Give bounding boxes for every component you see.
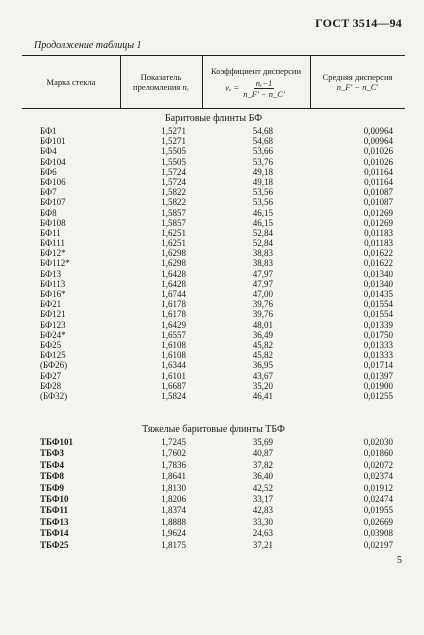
mean-dispersion-cell: 0,01554 xyxy=(363,299,393,310)
glass-grade-cell: БФ13 xyxy=(40,268,62,279)
table-row xyxy=(22,494,405,505)
mean-dispersion-cell: 0,02030 xyxy=(363,437,393,447)
glass-grade-cell: БФ112* xyxy=(40,258,70,269)
glass-grade-cell: ТБФ8 xyxy=(40,471,65,482)
refractive-index-cell: 1,5857 xyxy=(161,207,186,218)
refractive-index-cell: 1,8641 xyxy=(161,471,186,482)
table-row xyxy=(22,448,405,459)
refractive-index-cell: 1,5724 xyxy=(161,176,186,187)
mean-dispersion-cell: 0,00964 xyxy=(363,136,393,147)
mean-dispersion-cell: 0,02072 xyxy=(363,459,393,470)
abbe-number-cell: 33,30 xyxy=(252,516,273,527)
abbe-number-cell: 24,63 xyxy=(252,528,273,539)
header-vd-denominator: n_F′ − n_C′ xyxy=(243,88,285,99)
glass-grade-cell: БФ108 xyxy=(40,217,66,228)
mean-dispersion-cell: 0,02669 xyxy=(363,516,393,527)
mean-dispersion-cell: 0,01333 xyxy=(363,350,393,361)
mean-dispersion-cell: 0,01622 xyxy=(363,258,393,269)
mean-dispersion-cell: 0,01026 xyxy=(363,156,393,167)
standard-number: ГОСТ 3514—94 xyxy=(315,16,402,30)
header-col-mean-dispersion xyxy=(310,56,405,108)
glass-grade-cell: БФ28 xyxy=(40,380,62,391)
refractive-index-cell: 1,7836 xyxy=(161,459,186,470)
refractive-index-cell: 1,7245 xyxy=(161,437,186,447)
refractive-index-cell: 1,6744 xyxy=(161,289,186,299)
glass-grade-cell: БФ113 xyxy=(40,278,66,289)
refractive-index-cell: 1,6429 xyxy=(161,319,186,330)
refractive-index-cell: 1,8888 xyxy=(161,516,186,527)
abbe-number-cell: 54,68 xyxy=(252,136,273,147)
mean-dispersion-cell: 0,01900 xyxy=(363,380,393,391)
table-row xyxy=(22,381,405,391)
table-row xyxy=(22,228,405,238)
mean-dispersion-cell: 0,01622 xyxy=(363,248,393,259)
glass-grade-cell: ТБФ14 xyxy=(40,528,69,539)
refractive-index-cell: 1,8130 xyxy=(161,482,186,493)
mean-dispersion-cell: 0,01183 xyxy=(364,227,393,238)
table-row xyxy=(22,540,405,551)
table-row xyxy=(22,320,405,330)
abbe-number-cell: 47,00 xyxy=(252,289,273,299)
mean-dispersion-cell: 0,01860 xyxy=(363,448,393,459)
table-row xyxy=(22,371,405,381)
mean-dispersion-cell: 0,01397 xyxy=(363,370,393,381)
header-nd-line2: преломления xyxy=(133,82,181,92)
glass-grade-cell: ТБФ10 xyxy=(40,493,69,504)
abbe-number-cell: 46,15 xyxy=(252,207,273,218)
glass-grade-cell: (БФ26) xyxy=(40,360,68,371)
table-row xyxy=(22,167,405,177)
table-row xyxy=(22,437,405,448)
refractive-index-cell: 1,5271 xyxy=(161,136,186,147)
header-col-abbe-number xyxy=(202,56,310,108)
abbe-number-cell: 40,87 xyxy=(252,448,273,459)
table-row xyxy=(22,136,405,146)
abbe-number-cell: 45,82 xyxy=(252,339,273,350)
abbe-number-cell: 49,18 xyxy=(252,166,273,177)
glass-grade-cell: БФ16* xyxy=(40,289,66,299)
abbe-number-cell: 52,84 xyxy=(252,227,273,238)
refractive-index-cell: 1,6108 xyxy=(161,339,186,350)
refractive-index-cell: 1,5857 xyxy=(161,217,186,228)
mean-dispersion-cell: 0,00964 xyxy=(363,126,393,136)
mean-dispersion-cell: 0,01912 xyxy=(363,482,393,493)
abbe-number-cell: 42,52 xyxy=(252,482,273,493)
mean-dispersion-cell: 0,01339 xyxy=(363,319,393,330)
glass-grade-cell: БФ106 xyxy=(40,176,66,187)
table-row xyxy=(22,238,405,248)
mean-dispersion-cell: 0,03908 xyxy=(363,528,393,539)
table-row xyxy=(22,248,405,258)
refractive-index-cell: 1,6251 xyxy=(161,238,186,249)
abbe-number-cell: 49,18 xyxy=(252,176,273,187)
refractive-index-cell: 1,5822 xyxy=(161,197,186,208)
table-row xyxy=(22,391,405,401)
refractive-index-cell: 1,6178 xyxy=(161,299,186,310)
glass-grade-cell: БФ6 xyxy=(40,166,57,177)
abbe-number-cell: 47,97 xyxy=(252,268,273,279)
table-row xyxy=(22,146,405,156)
mean-dispersion-cell: 0,01750 xyxy=(363,329,393,340)
page-number: 5 xyxy=(397,555,402,566)
refractive-index-cell: 1,5505 xyxy=(161,146,186,157)
mean-dispersion-cell: 0,01164 xyxy=(364,166,393,177)
abbe-number-cell: 36,49 xyxy=(252,329,273,340)
abbe-number-cell: 36,40 xyxy=(252,471,273,482)
header-vd-numerator: nₑ−1 xyxy=(255,77,273,88)
table-row xyxy=(22,517,405,528)
glass-grade-cell: БФ125 xyxy=(40,350,66,361)
table-row xyxy=(22,258,405,268)
table-continuation-caption: Продолжение таблицы 1 xyxy=(34,40,142,51)
refractive-index-cell: 1,6687 xyxy=(161,380,186,391)
glass-grade-cell: БФ4 xyxy=(40,146,57,157)
abbe-number-cell: 53,56 xyxy=(252,187,273,198)
abbe-number-cell: 48,01 xyxy=(252,319,273,330)
section-title-tbf: Тяжелые баритовые флинты ТБФ xyxy=(142,424,285,435)
refractive-index-cell: 1,6428 xyxy=(161,278,186,289)
refractive-index-cell: 1,5505 xyxy=(161,156,186,167)
glass-grade-cell: БФ12* xyxy=(40,248,66,259)
abbe-number-cell: 53,66 xyxy=(252,146,273,157)
table-row xyxy=(22,279,405,289)
table-row xyxy=(22,299,405,309)
refractive-index-cell: 1,5824 xyxy=(161,390,186,401)
abbe-number-cell: 46,41 xyxy=(252,390,273,401)
header-md-line1: Средняя дисперсия xyxy=(322,72,393,82)
glass-grade-cell: БФ123 xyxy=(40,319,66,330)
glass-grade-cell: БФ104 xyxy=(40,156,66,167)
abbe-number-cell: 52,84 xyxy=(252,238,273,249)
mean-dispersion-cell: 0,01269 xyxy=(363,217,393,228)
refractive-index-cell: 1,6428 xyxy=(161,268,186,279)
glass-grade-cell: ТБФ25 xyxy=(40,539,69,550)
refractive-index-cell: 1,5271 xyxy=(161,126,186,136)
mean-dispersion-cell: 0,02374 xyxy=(363,471,393,482)
refractive-index-cell: 1,5822 xyxy=(161,187,186,198)
refractive-index-cell: 1,6298 xyxy=(161,248,186,259)
mean-dispersion-cell: 0,01087 xyxy=(363,197,393,208)
header-col-name xyxy=(22,56,120,108)
mean-dispersion-cell: 0,02474 xyxy=(363,493,393,504)
refractive-index-cell: 1,6178 xyxy=(161,309,186,320)
glass-grade-cell: БФ121 xyxy=(40,309,66,320)
mean-dispersion-cell: 0,01340 xyxy=(363,268,393,279)
section-rows-bf xyxy=(22,126,405,401)
table-row xyxy=(22,483,405,494)
refractive-index-cell: 1,6108 xyxy=(161,350,186,361)
glass-grade-cell: БФ8 xyxy=(40,207,57,218)
glass-grade-cell: ТБФ9 xyxy=(40,482,65,493)
table-row xyxy=(22,309,405,319)
table-row xyxy=(22,505,405,516)
table-row xyxy=(22,289,405,299)
abbe-number-cell: 42,83 xyxy=(252,505,273,516)
mean-dispersion-cell: 0,01026 xyxy=(363,146,393,157)
abbe-number-cell: 39,76 xyxy=(252,309,273,320)
refractive-index-cell: 1,6557 xyxy=(161,329,186,340)
glass-grade-cell: БФ21 xyxy=(40,299,62,310)
header-col-refractive-index xyxy=(120,56,202,108)
table-row xyxy=(22,471,405,482)
refractive-index-cell: 1,6344 xyxy=(161,360,186,371)
glass-grade-cell: ТБФ4 xyxy=(40,459,65,470)
glass-grade-cell: ТБФ13 xyxy=(40,516,69,527)
mean-dispersion-cell: 0,01183 xyxy=(364,238,393,249)
abbe-number-cell: 38,83 xyxy=(252,248,273,259)
table-row xyxy=(22,208,405,218)
abbe-number-cell: 45,82 xyxy=(252,350,273,361)
refractive-index-cell: 1,9624 xyxy=(161,528,186,539)
glass-grade-cell: (БФ32) xyxy=(40,390,68,401)
mean-dispersion-cell: 0,01269 xyxy=(363,207,393,218)
abbe-number-cell: 53,56 xyxy=(252,197,273,208)
abbe-number-cell: 35,20 xyxy=(252,380,273,391)
glass-grade-cell: БФ107 xyxy=(40,197,66,208)
glass-grade-cell: БФ11 xyxy=(40,227,61,238)
mean-dispersion-cell: 0,01333 xyxy=(363,339,393,350)
refractive-index-cell: 1,8206 xyxy=(161,493,186,504)
table-row xyxy=(22,197,405,207)
mean-dispersion-cell: 0,01340 xyxy=(363,278,393,289)
table-row xyxy=(22,126,405,136)
table-row xyxy=(22,177,405,187)
table-row xyxy=(22,330,405,340)
abbe-number-cell: 43,67 xyxy=(252,370,273,381)
section-rows-tbf xyxy=(22,437,405,551)
abbe-number-cell: 39,76 xyxy=(252,299,273,310)
mean-dispersion-cell: 0,02197 xyxy=(363,539,393,550)
glass-grade-cell: БФ25 xyxy=(40,339,62,350)
glass-grade-cell: БФ27 xyxy=(40,370,62,381)
abbe-number-cell: 33,17 xyxy=(252,493,273,504)
table-row xyxy=(22,187,405,197)
glass-grade-cell: БФ7 xyxy=(40,187,57,198)
table-row xyxy=(22,269,405,279)
glass-grade-cell: БФ101 xyxy=(40,136,66,147)
refractive-index-cell: 1,8374 xyxy=(161,505,186,516)
mean-dispersion-cell: 0,01554 xyxy=(363,309,393,320)
mean-dispersion-cell: 0,01255 xyxy=(363,390,393,401)
table-row xyxy=(22,460,405,471)
glass-grade-cell: БФ111 xyxy=(40,238,65,249)
refractive-index-cell: 1,7602 xyxy=(161,448,186,459)
abbe-number-cell: 36,95 xyxy=(252,360,273,371)
glass-grade-cell: ТБФ101 xyxy=(40,437,74,447)
mean-dispersion-cell: 0,01955 xyxy=(363,505,393,516)
table-row xyxy=(22,218,405,228)
glass-grade-cell: БФ1 xyxy=(40,126,57,136)
header-vd-line1: Коэффициент дисперсии xyxy=(210,65,302,76)
header-col-name-text: Марка стекла xyxy=(46,77,96,87)
glass-grade-cell: ТБФ3 xyxy=(40,448,65,459)
table-row xyxy=(22,340,405,350)
refractive-index-cell: 1,5724 xyxy=(161,166,186,177)
abbe-number-cell: 47,97 xyxy=(252,278,273,289)
abbe-number-cell: 54,68 xyxy=(252,126,273,136)
abbe-number-cell: 37,21 xyxy=(252,539,273,550)
abbe-number-cell: 53,76 xyxy=(252,156,273,167)
header-vd-lhs: νₑ = xyxy=(225,81,240,92)
glass-grade-cell: ТБФ11 xyxy=(40,505,69,516)
abbe-number-cell: 38,83 xyxy=(252,258,273,269)
header-nd-symbol: nₑ xyxy=(182,82,189,92)
mean-dispersion-cell: 0,01714 xyxy=(363,360,393,371)
mean-dispersion-cell: 0,01435 xyxy=(363,289,393,299)
glass-grade-cell: БФ24* xyxy=(40,329,66,340)
table-row xyxy=(22,360,405,370)
table-header xyxy=(22,55,405,109)
header-vd-fraction xyxy=(241,78,287,99)
refractive-index-cell: 1,6251 xyxy=(161,227,186,238)
section-title-bf: Баритовые флинты БФ xyxy=(164,113,263,124)
mean-dispersion-cell: 0,01164 xyxy=(364,176,393,187)
mean-dispersion-cell: 0,01087 xyxy=(363,187,393,198)
table-row xyxy=(22,528,405,539)
abbe-number-cell: 37,82 xyxy=(252,459,273,470)
header-md-symbol: n_F′ − n_C′ xyxy=(336,82,379,92)
refractive-index-cell: 1,8175 xyxy=(161,539,186,550)
table-row xyxy=(22,157,405,167)
refractive-index-cell: 1,6298 xyxy=(161,258,186,269)
header-nd-line1: Показатель xyxy=(140,72,182,82)
abbe-number-cell: 46,15 xyxy=(252,217,273,228)
abbe-number-cell: 35,69 xyxy=(252,437,273,447)
table-row xyxy=(22,350,405,360)
refractive-index-cell: 1,6101 xyxy=(161,370,186,381)
